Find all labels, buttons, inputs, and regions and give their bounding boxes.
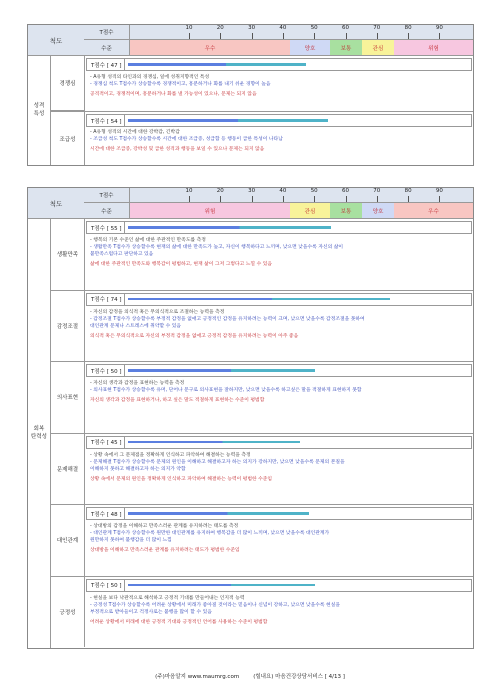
t-score-scale bbox=[130, 25, 473, 40]
row-separator bbox=[51, 504, 473, 505]
score-label: T점수 [ 50 ] bbox=[87, 365, 125, 376]
tick-label: 70 bbox=[373, 188, 381, 194]
tick-label: 20 bbox=[216, 25, 224, 31]
row-separator bbox=[51, 290, 473, 291]
section1-table bbox=[27, 24, 474, 166]
tick-label: 50 bbox=[310, 188, 318, 194]
tick-mark bbox=[408, 33, 409, 39]
description-line: - 조급성 척도 T점수가 상승할수록 시간에 대한 조급증, 성급함 등 행동이 급한 특성이 나타남 bbox=[90, 137, 283, 142]
level-band: 우수 bbox=[394, 203, 473, 218]
level-bands bbox=[130, 203, 473, 219]
score-bar bbox=[128, 441, 300, 444]
tick-label: 10 bbox=[185, 25, 193, 31]
scale-name-impatience: 조급성 bbox=[51, 112, 85, 165]
tick-mark bbox=[189, 196, 190, 202]
row-separator bbox=[51, 576, 473, 577]
description-line: 부정적으로 받아들이고 걱정사로는 불행을 많이 할 수 있음 bbox=[90, 609, 212, 615]
description-line: - 자신의 생각과 감정을 표현하는 능력을 측정 bbox=[90, 381, 185, 386]
score-label: T점수 [ 47 ] bbox=[87, 59, 125, 70]
scale-name: 대인관계 bbox=[51, 505, 85, 577]
row-separator bbox=[51, 433, 473, 434]
tick-label: 30 bbox=[248, 25, 256, 31]
score-box bbox=[86, 364, 472, 377]
description-line: 원만하지 못하여 불행감을 더 많이 느낌 bbox=[90, 538, 172, 543]
tick-label: 90 bbox=[435, 25, 443, 31]
score-box bbox=[86, 436, 472, 449]
scale-name: 문제해결 bbox=[51, 434, 85, 506]
scale-description bbox=[90, 523, 470, 554]
score-label: T점수 [ 50 ] bbox=[87, 580, 125, 591]
description-line: - 의사표현 T점수가 상승할수록 유머, 단어나 문구로 의사표현을 잘하지만, 낮으면 낮을수록 하고싶은 말을 적절하게 표현하지 못함 bbox=[90, 388, 362, 393]
level-header: 수준 bbox=[84, 203, 130, 219]
score-box bbox=[86, 221, 472, 234]
description-line: - 현실을 보다 낙관적으로 해석하고 긍정적 기대를 만들어내는 인지적 능력 bbox=[90, 595, 245, 601]
level-band: 관심 bbox=[290, 203, 330, 218]
score-bar-competitiveness bbox=[128, 63, 306, 66]
description-line: 삶에 대한 주관적인 만족도와 행복감이 평범하고, 현재 삶이 그저 그렇다고 느낄 수 있음 bbox=[90, 262, 273, 267]
tick-mark bbox=[252, 196, 253, 202]
level-band: 위험 bbox=[394, 40, 473, 55]
scale-name: 생활만족 bbox=[51, 219, 85, 291]
desc-competitiveness bbox=[90, 74, 470, 98]
tick-mark bbox=[439, 196, 440, 202]
page-footer bbox=[0, 672, 500, 680]
tick-label: 40 bbox=[279, 188, 287, 194]
score-bar bbox=[128, 512, 309, 515]
tick-mark bbox=[283, 33, 284, 39]
tick-mark bbox=[314, 33, 315, 39]
tick-label: 50 bbox=[310, 25, 318, 31]
level-bands bbox=[130, 40, 473, 56]
group-label-resilience: 회복 탄력성 bbox=[28, 219, 51, 648]
score-bar-impatience bbox=[128, 119, 328, 122]
tick-label: 60 bbox=[342, 188, 349, 194]
row-separator bbox=[51, 111, 473, 112]
scale-description bbox=[90, 452, 470, 483]
scale-name-competitiveness: 경쟁심 bbox=[51, 56, 85, 111]
score-label: T점수 [ 48 ] bbox=[87, 508, 125, 519]
description-line: - 대인관계 T점수가 상승할수록 원만한 대인관계를 유지하여 행복감을 더 많이 느끼며, 낮으면 낮을수록 대인관계가 bbox=[90, 531, 330, 536]
score-label: T점수 [ 55 ] bbox=[87, 222, 125, 233]
tick-mark bbox=[283, 196, 284, 202]
level-band: 양호 bbox=[290, 40, 330, 55]
description-line: - 생활만족 T점수가 상승할수록 현재의 삶에 대한 만족도가 높고, 자신이 행복하다고 느끼며, 낮으면 낮을수록 자신의 삶이 bbox=[90, 245, 344, 250]
tick-mark bbox=[220, 33, 221, 39]
description-line: 상황 속에서 문제의 원인을 정확하게 인식하고 파악하여 해결하는 능력이 평범한 수준임 bbox=[90, 476, 273, 482]
description-line: - 긍정성 T점수가 상승할수록 어려운 상황에서 미래가 좋아질 것이라는 믿음이나 신념이 강하고, 낮으면 낮을수록 현실을 bbox=[90, 602, 340, 608]
description-line: 시간에 대한 조급증, 강박성 및 급한 성격과 행동을 보일 수 있으나 문제는 되지 않음 bbox=[90, 147, 265, 152]
tick-label: 90 bbox=[435, 188, 443, 194]
description-line: - 상황 속에서 그 문제점을 정확하게 인식하고 파악하여 해결하는 능력을 측정 bbox=[90, 452, 251, 458]
section2-table bbox=[27, 187, 474, 649]
level-band: 관심 bbox=[362, 40, 394, 55]
tick-label: 30 bbox=[248, 188, 256, 194]
level-band: 보통 bbox=[330, 40, 362, 55]
description-line: - 감정조절 T점수가 상승할수록 부정적 감정을 없애고 긍정적인 감정을 유지하려는 능력이 크며, 낮으면 낮을수록 감정조절을 못하여 bbox=[90, 316, 365, 322]
description-line: - A유형 성격의 시간에 대한 강박감, 긴박감 bbox=[90, 130, 180, 135]
scale-name: 감정조절 bbox=[51, 291, 85, 363]
description-line: 의식적 혹은 무의식적으로 자신의 부정적 감정을 없애고 긍정적 감정을 유지하려는 능력이 아주 좋음 bbox=[90, 333, 299, 339]
row-separator bbox=[51, 361, 473, 362]
tick-label: 80 bbox=[404, 188, 412, 194]
category-header: 척도 bbox=[28, 188, 85, 219]
tick-label: 40 bbox=[279, 25, 287, 31]
score-bar bbox=[128, 226, 331, 229]
score-bar bbox=[128, 369, 315, 372]
t-score-header: T점수 bbox=[84, 188, 130, 203]
tick-mark bbox=[439, 33, 440, 39]
desc-impatience bbox=[90, 129, 470, 153]
description-line: 상대방을 이해하고 만족스러운 관계를 유지하려는 태도가 평범한 수준임 bbox=[90, 548, 240, 553]
score-label: T점수 [ 74 ] bbox=[87, 294, 125, 305]
score-bar bbox=[128, 298, 390, 301]
score-box bbox=[86, 579, 472, 592]
score-bar bbox=[128, 584, 315, 587]
footer-service: (힐내요) 마음건강상담서비스 [ 4/13 ] bbox=[253, 674, 345, 680]
tick-label: 80 bbox=[404, 25, 412, 31]
description-line: - 문제해결 T점수가 상승할수록 문제의 원인을 이해하고 해결하고자 하는 의지가 강하지만, 낮으면 낮을수록 문제의 본질을 bbox=[90, 459, 345, 465]
group-label-personality: 성격 특성 bbox=[28, 56, 51, 165]
scale-name: 긍정성 bbox=[51, 577, 85, 648]
tick-mark bbox=[314, 196, 315, 202]
tick-mark bbox=[346, 196, 347, 202]
score-box bbox=[86, 507, 472, 520]
description-line: - A유형 성격의 타인과의 경쟁심, 일에 성취지향적인 특성 bbox=[90, 75, 210, 80]
description-line: - 상대방의 감정을 이해하고 만족스러운 관계를 유지하려는 태도를 측정 bbox=[90, 524, 239, 529]
tick-label: 20 bbox=[216, 188, 224, 194]
level-band: 우수 bbox=[130, 40, 290, 55]
scale-description bbox=[90, 237, 470, 268]
tick-mark bbox=[377, 33, 378, 39]
tick-mark bbox=[252, 33, 253, 39]
score-box bbox=[86, 293, 472, 306]
score-label: T점수 [ 54 ] bbox=[87, 115, 125, 126]
t-score-scale bbox=[130, 188, 473, 203]
tick-mark bbox=[377, 196, 378, 202]
description-line: - 행복의 기본 수준인 삶에 대한 주관적인 만족도를 측정 bbox=[90, 238, 206, 243]
description-line: 자신의 생각과 감정을 표현하거나, 하고 싶은 말도 적절하게 표현하는 수준이 평범함 bbox=[90, 398, 265, 403]
tick-mark bbox=[220, 196, 221, 202]
scale-description bbox=[90, 380, 470, 404]
scale-name: 의사표현 bbox=[51, 362, 85, 434]
score-box-impatience bbox=[86, 114, 472, 127]
category-header: 척도 bbox=[28, 25, 85, 56]
description-line: 대인관계 문제나 스트레스에 취약할 수 있음 bbox=[90, 323, 182, 329]
t-score-header: T점수 bbox=[84, 25, 130, 40]
score-label: T점수 [ 45 ] bbox=[87, 437, 125, 448]
tick-label: 10 bbox=[185, 188, 193, 194]
description-line: - 자신의 감정을 의식적 혹은 무의식적으로 조절하는 능력을 측정 bbox=[90, 309, 225, 315]
tick-mark bbox=[189, 33, 190, 39]
description-line: 어려운 상황에서 미래에 대한 긍정적 기대와 긍정적인 언어를 사용하는 수준이 평범함 bbox=[90, 619, 268, 625]
score-box-competitiveness bbox=[86, 58, 472, 71]
tick-mark bbox=[408, 196, 409, 202]
tick-mark bbox=[346, 33, 347, 39]
description-line: 불만족스럽다고 판단하고 있음 bbox=[90, 252, 154, 257]
level-band: 양호 bbox=[362, 203, 394, 218]
description-line: - 경쟁심 척도 T점수가 상승할수록 경쟁적이고, 흥분하거나 화를 내기 쉬운 경향이 높음 bbox=[90, 82, 271, 87]
level-band: 위험 bbox=[130, 203, 290, 218]
description-line: 공격적이고, 경쟁적이며, 흥분하거나 화를 낼 가능성이 있으나, 문제는 되지 않음 bbox=[90, 92, 257, 97]
level-header: 수준 bbox=[84, 40, 130, 56]
scale-description bbox=[90, 595, 470, 626]
tick-label: 70 bbox=[373, 25, 381, 31]
tick-label: 60 bbox=[342, 25, 349, 31]
description-line: 이해하지 못하고 해결하고자 하는 의지가 약함 bbox=[90, 466, 186, 472]
level-band: 보통 bbox=[330, 203, 362, 218]
footer-company: (주)마음알지 www.maumrg.com bbox=[155, 674, 240, 680]
scale-description bbox=[90, 309, 470, 340]
